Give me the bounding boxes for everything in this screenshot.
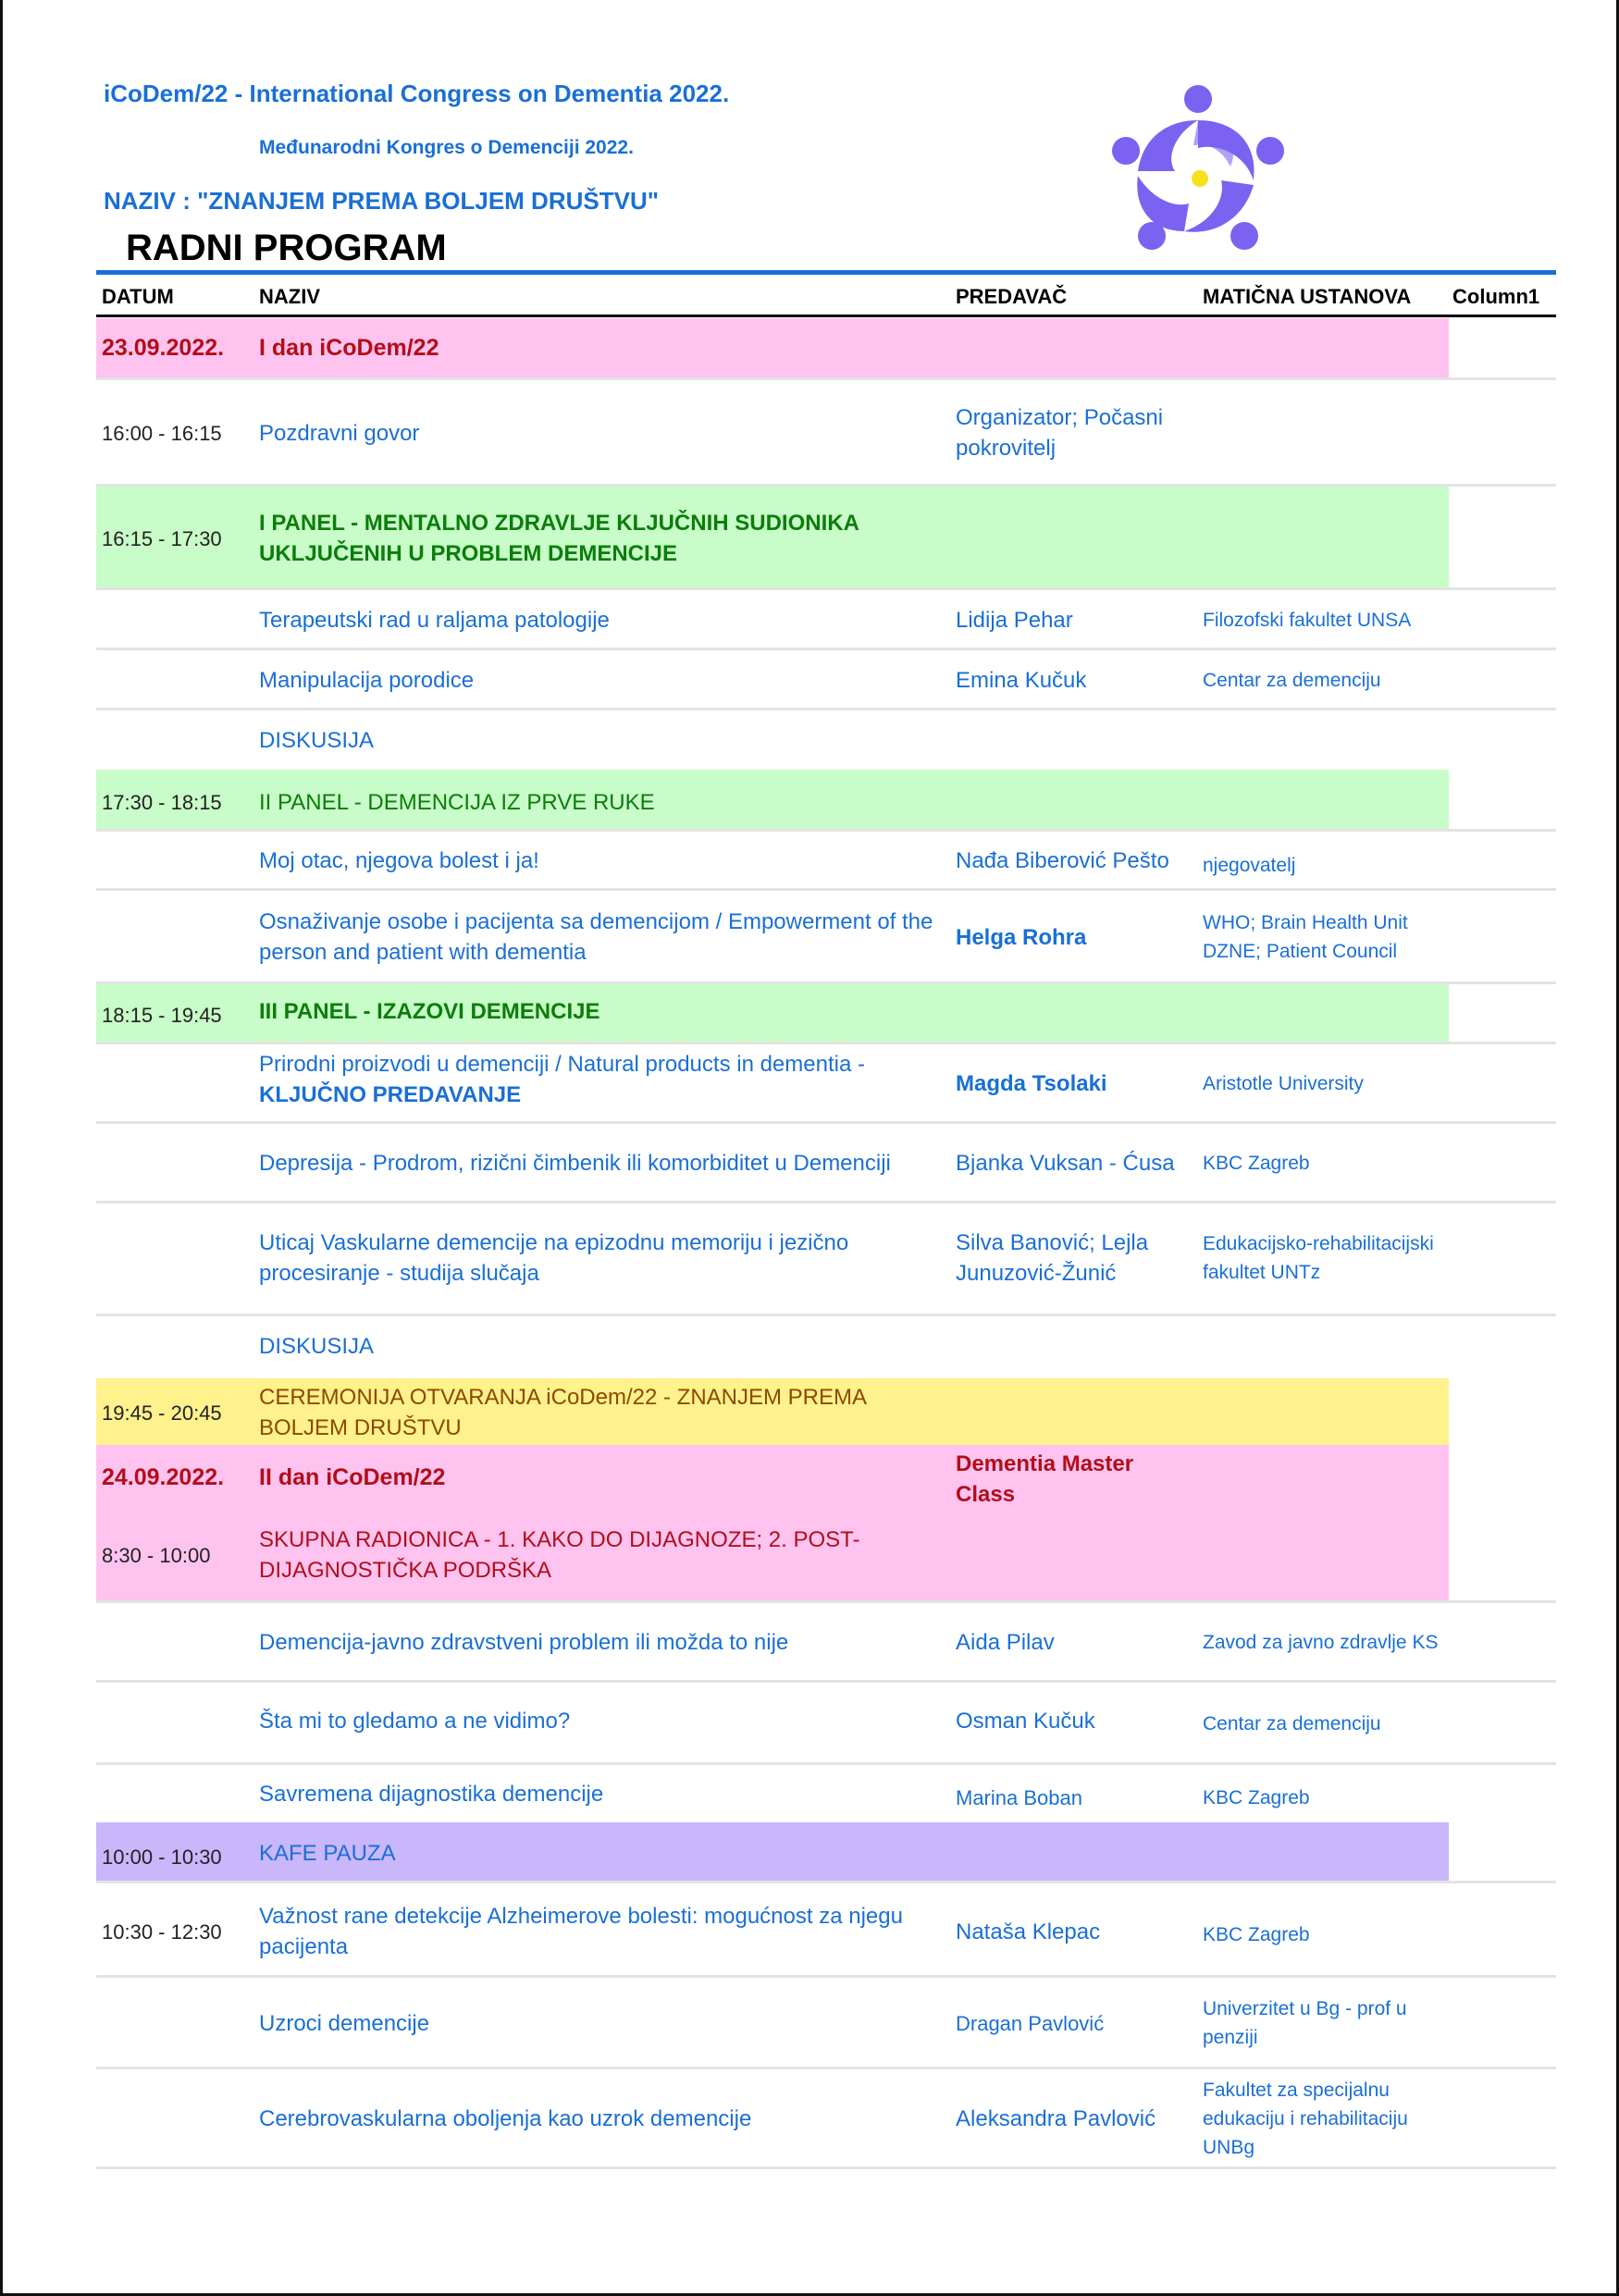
speaker: Nađa Biberović Pešto (956, 847, 1169, 873)
row-separator (96, 377, 1556, 380)
speaker: Silva Banović; Lejla Junuzović-Žunić (956, 1230, 1149, 1286)
time-slot: 8:30 - 10:00 (102, 1543, 211, 1567)
speaker: Aida Pilav (956, 1629, 1055, 1655)
row-separator (96, 648, 1556, 650)
institution: Univerzitet u Bg - prof u penziji (1203, 1998, 1407, 2048)
row-separator (96, 829, 1556, 832)
time-slot: 16:00 - 16:15 (102, 421, 222, 445)
session-title: Savremena dijagnostika demencije (259, 1781, 604, 1807)
row-separator (96, 1600, 1556, 1603)
session-title (259, 1047, 944, 1119)
program-heading: RADNI PROGRAM (126, 228, 447, 268)
speaker: Aleksandra Pavlović (956, 2105, 1156, 2131)
time-slot: 16:15 - 17:30 (102, 526, 222, 550)
session-title: Osnaživanje osobe i pacijenta sa demencijom / Empowerment of the person and patient with dementia (259, 909, 933, 965)
session-title: Cerebrovaskularna oboljenja kao uzrok demencije (259, 2105, 752, 2131)
session-title: Uticaj Vaskularne demencije na epizodnu memoriju i jezično procesiranje - studija slučaja (259, 1230, 849, 1286)
session-title: Važnost rane detekcije Alzheimerove bolesti: mogućnost za njegu pacijenta (259, 1904, 903, 1959)
session-title: Šta mi to gledamo a ne vidimo? (259, 1708, 571, 1734)
time-slot: 17:30 - 18:15 (102, 790, 222, 814)
panel-title: I PANEL - MENTALNO ZDRAVLJE KLJUČNIH SUDIONIKA UKLJUČENIH U PROBLEM DEMENCIJE (259, 511, 859, 566)
institution: Centar za demenciju (1203, 669, 1381, 691)
session-title: Uzroci demencije (259, 2010, 430, 2036)
speaker: Magda Tsolaki (956, 1070, 1107, 1096)
row-separator (96, 2166, 1556, 2169)
row-separator (96, 484, 1556, 487)
institution: KBC Zagreb (1203, 1786, 1310, 1808)
congress-motto: NAZIV : "ZNANJEM PREMA BOLJEM DRUŠTVU" (104, 187, 660, 215)
workshop-title: SKUPNA RADIONICA - 1. KAKO DO DIJAGNOZE; 2. POST-DIJAGNOSTIČKA PODRŠKA (259, 1527, 860, 1583)
coffee-break-time: 10:00 - 10:30 (102, 1845, 222, 1869)
row-separator (96, 1762, 1556, 1765)
ceremony-title: CEREMONIJA OTVARANJA iCoDem/22 - ZNANJEM PREMA BOLJEM DRUŠTVU (259, 1385, 866, 1440)
keynote-label: KLJUČNO PREDAVANJE (259, 1082, 522, 1107)
institution: njegovatelj (1203, 854, 1296, 876)
row-separator (96, 587, 1556, 590)
speaker: Bjanka Vuksan - Ćusa (956, 1150, 1175, 1176)
header-rule (96, 270, 1556, 275)
row-separator (96, 981, 1556, 984)
session-title: Moj otac, njegova bolest i ja! (259, 847, 539, 873)
institution: KBC Zagreb (1203, 1923, 1310, 1945)
institution: Zavod za javno zdravlje KS (1203, 1631, 1439, 1653)
time-slot: 19:45 - 20:45 (102, 1401, 222, 1425)
row-separator (96, 1201, 1556, 1204)
speaker: Nataša Klepac (956, 1919, 1101, 1944)
row-separator (96, 1881, 1556, 1883)
speaker: Organizator; Počasni pokrovitelj (956, 405, 1164, 461)
discussion: DISKUSIJA (259, 1333, 375, 1359)
congress-title: iCoDem/22 - International Congress on Dementia 2022. (104, 80, 730, 107)
row-separator (96, 2067, 1556, 2069)
session-title: Terapeutski rad u raljama patologije (259, 607, 610, 633)
speaker: Helga Rohra (956, 924, 1087, 950)
row-separator (96, 708, 1556, 710)
speaker: Lidija Pehar (956, 607, 1073, 633)
day1-title: I dan iCoDem/22 (259, 334, 439, 361)
institution: WHO; Brain Health Unit DZNE; Patient Council (1203, 912, 1408, 962)
session-title: Demencija-javno zdravstveni problem ili možda to nije (259, 1629, 789, 1655)
session-title: Manipulacija porodice (259, 667, 475, 693)
col-header-naziv: NAZIV (259, 285, 320, 308)
institution: Centar za demenciju (1203, 1712, 1381, 1734)
master-class-label: Dementia Master Class (956, 1451, 1134, 1507)
day2-title: II dan iCoDem/22 (259, 1463, 446, 1490)
speaker: Marina Boban (956, 1785, 1082, 1809)
institution: Fakultet za specijalnu edukaciju i rehabilitaciju UNBg (1203, 2079, 1408, 2158)
session-title: Depresija - Prodrom, rizični čimbenik ili komorbiditet u Demenciji (259, 1150, 891, 1176)
speaker: Emina Kučuk (956, 667, 1087, 693)
row-separator (96, 1975, 1556, 1978)
col-header-predavac: PREDAVAČ (956, 285, 1068, 308)
col-header-column1: Column1 (1452, 285, 1540, 308)
institution: KBC Zagreb (1203, 1152, 1310, 1174)
congress-logo-icon (1096, 79, 1300, 264)
row-separator (96, 888, 1556, 891)
speaker: Dragan Pavlović (956, 2011, 1105, 2035)
row-separator (96, 1314, 1556, 1316)
row-separator (96, 1042, 1556, 1044)
panel-title: II PANEL - DEMENCIJA IZ PRVE RUKE (259, 789, 655, 815)
day2-date: 24.09.2022. (102, 1463, 225, 1490)
coffee-break-title: KAFE PAUZA (259, 1840, 396, 1866)
session-title: Pozdravni govor (259, 420, 420, 446)
panel-title: III PANEL - IZAZOVI DEMENCIJE (259, 998, 600, 1024)
institution: Filozofski fakultet UNSA (1203, 609, 1412, 631)
institution: Edukacijsko-rehabilitacijski fakultet UNTz (1203, 1233, 1434, 1283)
row-separator (96, 1121, 1556, 1124)
institution: Aristotle University (1203, 1072, 1364, 1094)
session-title-text: Prirodni proizvodi u demenciji / Natural products in dementia - (259, 1052, 865, 1077)
column-header-rule (96, 315, 1556, 317)
col-header-datum: DATUM (102, 285, 174, 308)
day1-date: 23.09.2022. (102, 334, 225, 361)
time-slot: 18:15 - 19:45 (102, 1003, 222, 1027)
congress-subtitle: Međunarodni Kongres o Demenciji 2022. (259, 137, 634, 158)
row-separator (96, 1680, 1556, 1683)
col-header-ustanova: MATIČNA USTANOVA (1203, 285, 1412, 308)
discussion: DISKUSIJA (259, 727, 375, 753)
speaker: Osman Kučuk (956, 1708, 1095, 1734)
time-slot: 10:30 - 12:30 (102, 1920, 222, 1944)
